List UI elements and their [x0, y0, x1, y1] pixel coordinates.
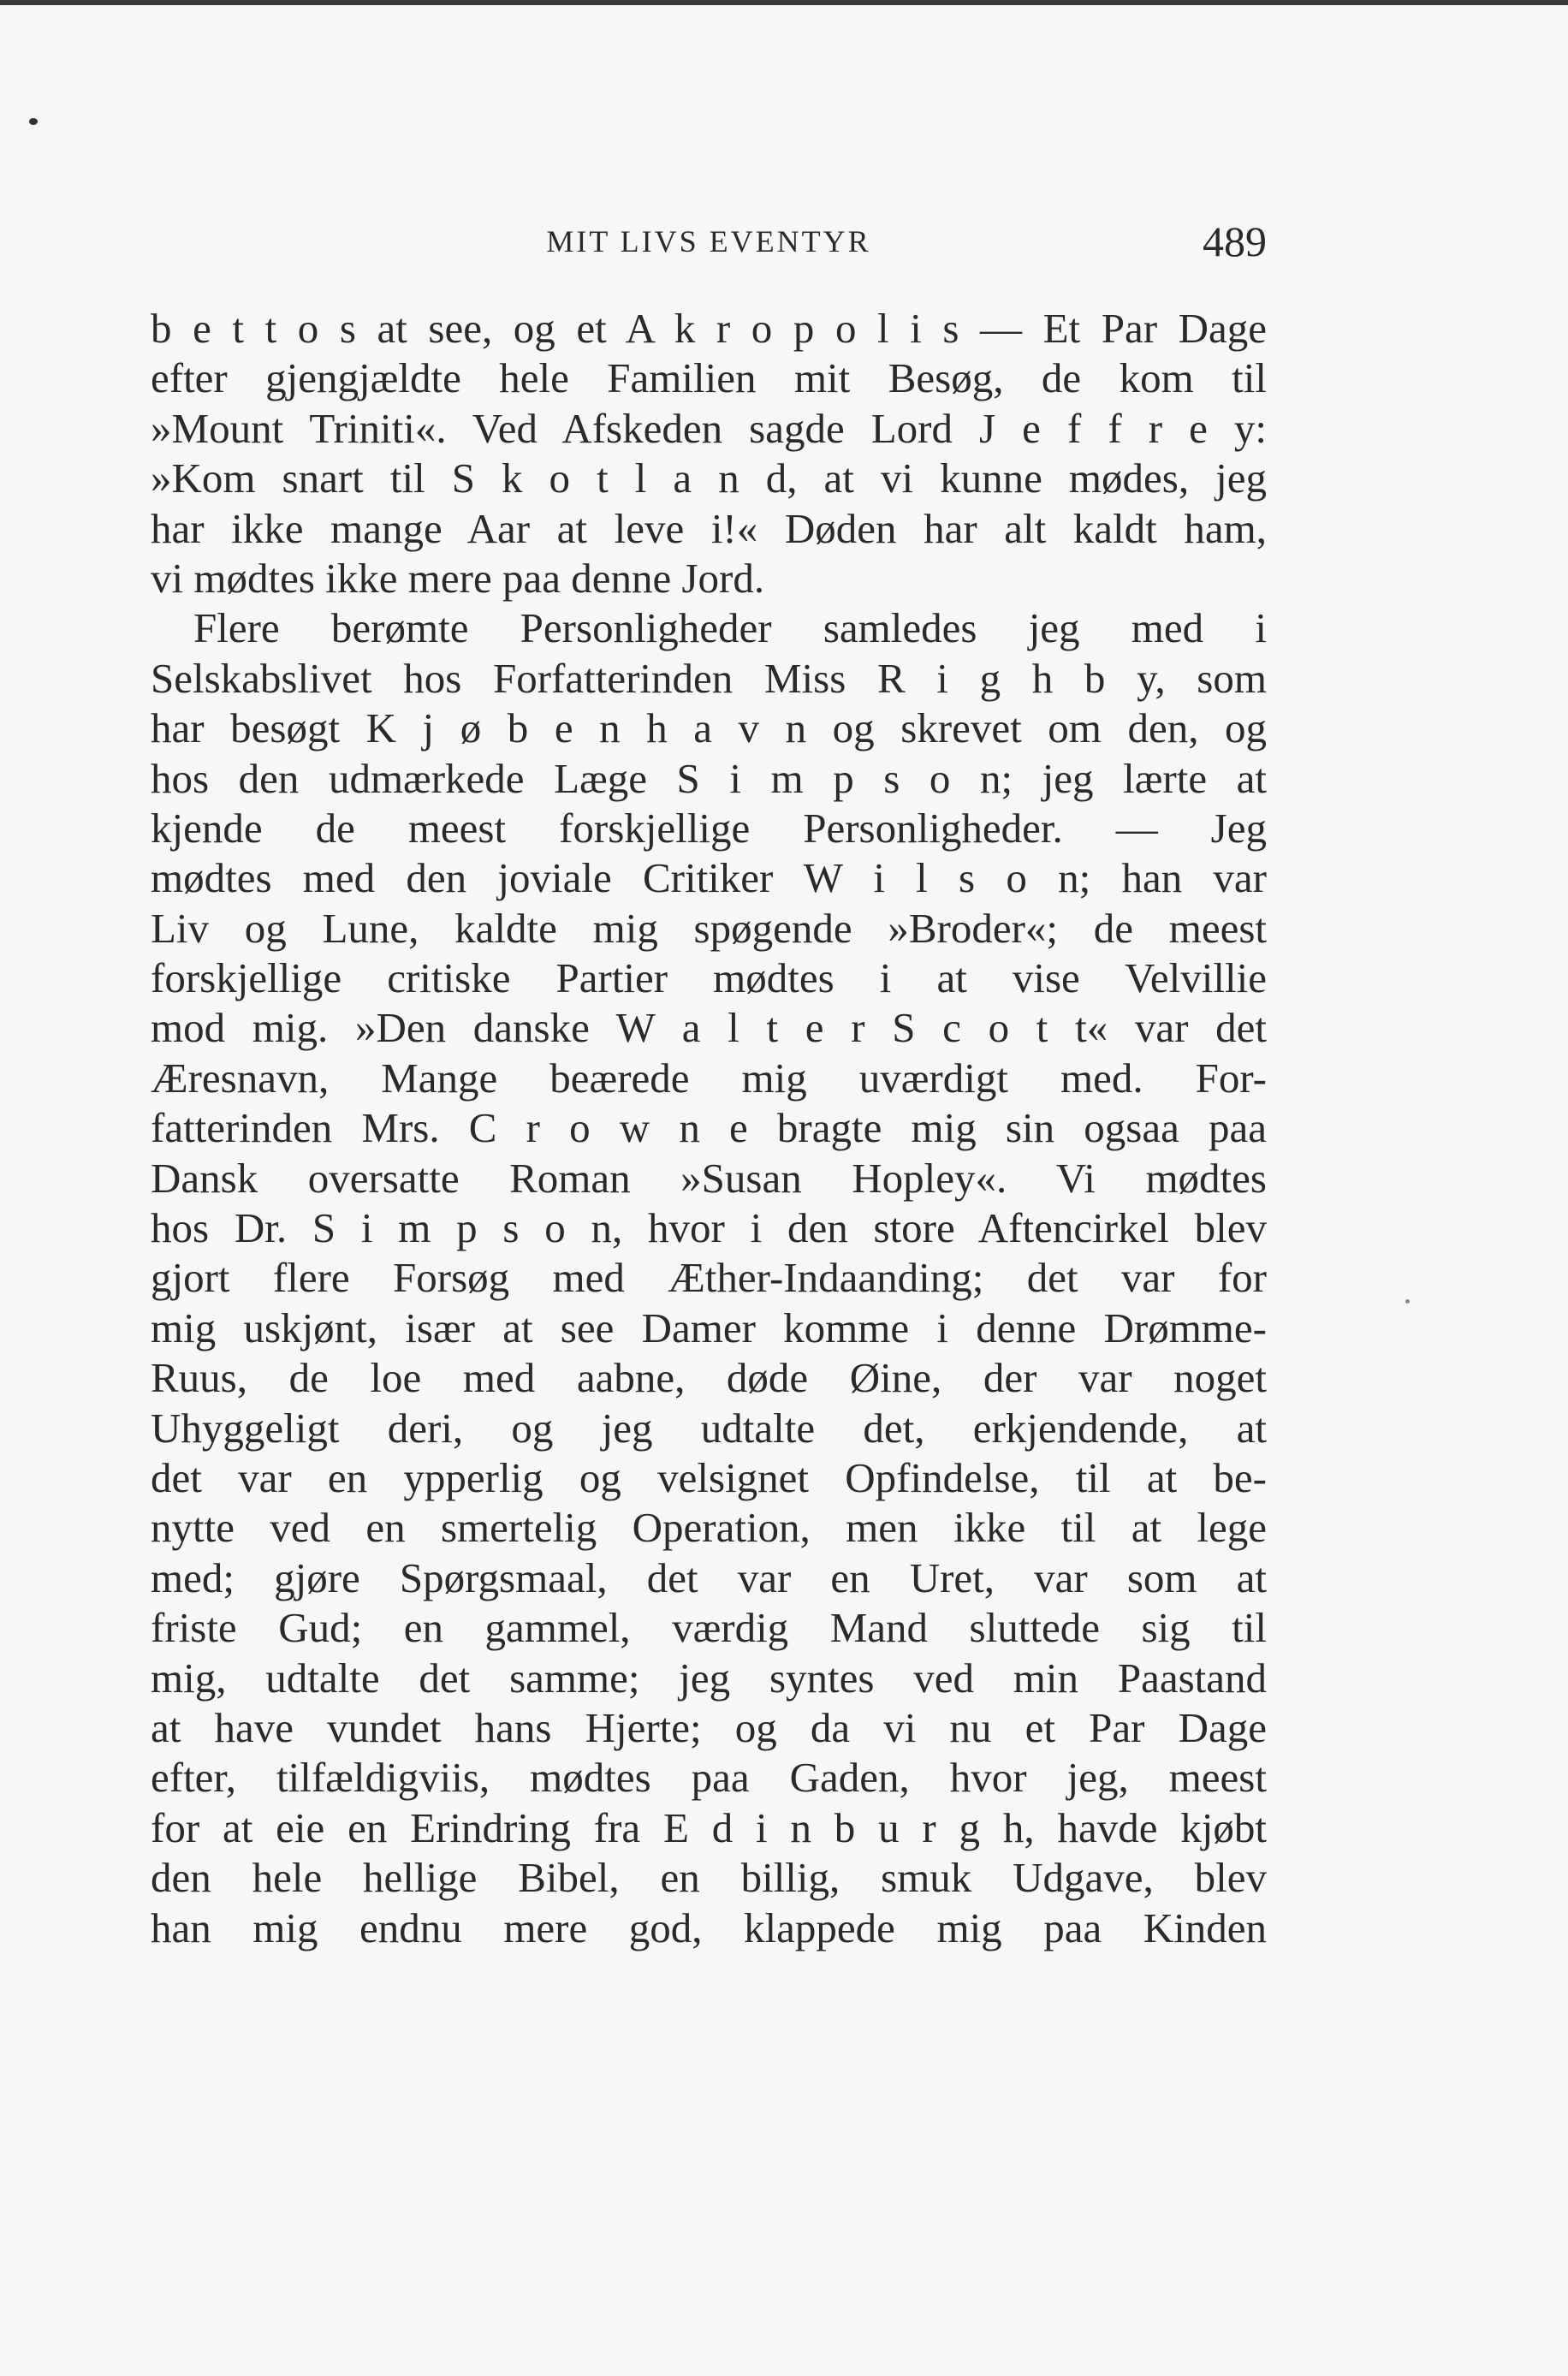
text-line: mødtes med den joviale Critiker W i l s o n; han var	[151, 854, 1267, 902]
text-line: b e t t o s at see, og et A k r o p o l i s — Et Par Dage	[151, 305, 1267, 352]
text-line: »Mount Triniti«. Ved Afskeden sagde Lord J e f f r e y:	[151, 404, 1267, 452]
text-line: Dansk oversatte Roman »Susan Hopley«. Vi mødtes	[151, 1154, 1267, 1202]
text-line: gjort flere Forsøg med Æther-Indaanding; det var for	[151, 1254, 1267, 1302]
page-number: 489	[1203, 217, 1267, 265]
text-line: Uhyggeligt deri, og jeg udtalte det, erkjendende, at	[151, 1404, 1267, 1452]
text-line: har besøgt K j ø b e n h a v n og skrevet om den, og	[151, 704, 1267, 752]
text-line: »Kom snart til S k o t l a n d, at vi kunne mødes, jeg	[151, 454, 1267, 502]
text-line: kjende de meest forskjellige Personligheder. — Jeg	[151, 804, 1267, 852]
text-line: han mig endnu mere god, klappede mig paa Kinden	[151, 1904, 1267, 1951]
body-text	[151, 304, 1267, 1953]
running-head: MIT LIVS EVENTYR	[546, 224, 871, 258]
text-line: efter gjengjældte hele Familien mit Besøg, de kom til	[151, 354, 1267, 402]
page-header	[151, 216, 1267, 267]
scan-speck	[29, 118, 38, 125]
text-line: har ikke mange Aar at leve i!« Døden har alt kaldt ham,	[151, 504, 1267, 552]
text-line: Selskabslivet hos Forfatterinden Miss R i g h b y, som	[151, 654, 1267, 702]
text-line: hos Dr. S i m p s o n, hvor i den store Aftencirkel blev	[151, 1204, 1267, 1252]
scan-speck	[1405, 1299, 1410, 1304]
text-line: for at eie en Erindring fra E d i n b u r g h, havde kjøbt	[151, 1803, 1267, 1851]
text-line: friste Gud; en gammel, værdig Mand sluttede sig til	[151, 1604, 1267, 1652]
text-line: vi mødtes ikke mere paa denne Jord.	[151, 554, 765, 602]
text-line: efter, tilfældigviis, mødtes paa Gaden, hvor jeg, meest	[151, 1754, 1267, 1802]
scan-top-edge	[0, 0, 1568, 5]
text-line: Æresnavn, Mange beærede mig uværdigt med. For-	[151, 1054, 1267, 1102]
text-line: Ruus, de loe med aabne, døde Øine, der var noget	[151, 1354, 1267, 1402]
text-line: nytte ved en smertelig Operation, men ikke til at lege	[151, 1504, 1267, 1552]
text-line: hos den udmærkede Læge S i m p s o n; jeg lærte at	[151, 754, 1267, 802]
text-line: med; gjøre Spørgsmaal, det var en Uret, var som at	[151, 1553, 1267, 1601]
text-line: fatterinden Mrs. C r o w n e bragte mig sin ogsaa paa	[151, 1104, 1267, 1152]
text-line: mig uskjønt, især at see Damer komme i denne Drømme-	[151, 1304, 1267, 1351]
text-line: forskjellige critiske Partier mødtes i at vise Velvillie	[151, 954, 1267, 1002]
text-line: at have vundet hans Hjerte; og da vi nu et Par Dage	[151, 1703, 1267, 1751]
text-line: Liv og Lune, kaldte mig spøgende »Broder«; de meest	[151, 904, 1267, 952]
text-line: den hele hellige Bibel, en billig, smuk Udgave, blev	[151, 1854, 1267, 1902]
text-line: mod mig. »Den danske W a l t e r S c o t t« var det	[151, 1004, 1267, 1052]
text-line: Flere berømte Personligheder samledes jeg med i	[193, 604, 1267, 652]
text-line: det var en ypperlig og velsignet Opfindelse, til at be-	[151, 1453, 1267, 1501]
text-line: mig, udtalte det samme; jeg syntes ved min Paastand	[151, 1654, 1267, 1702]
